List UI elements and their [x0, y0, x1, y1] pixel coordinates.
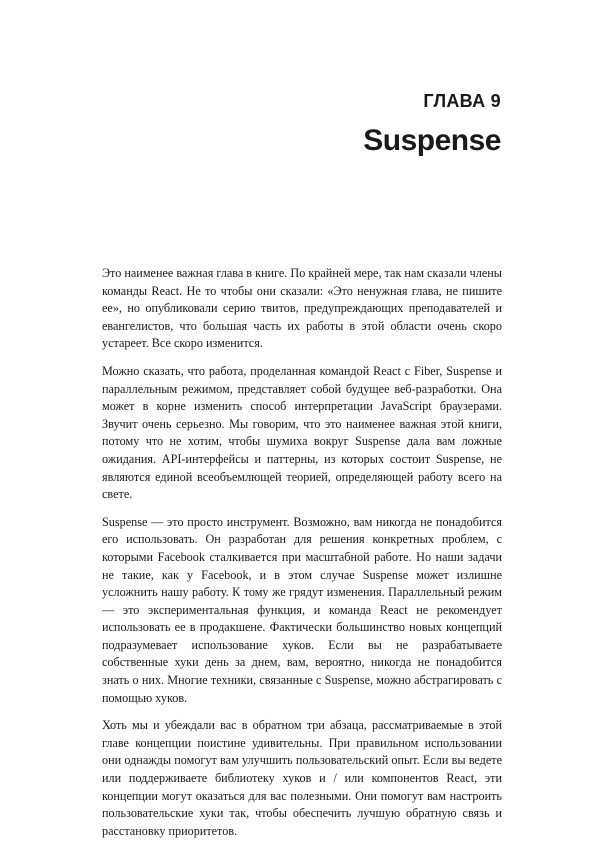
paragraph-2: Можно сказать, что работа, проделанная командой React с Fiber, Suspense и параллельным режимом, представляет собой будущее веб-разработки. Она может в корне изменить способ интерпретации JavaScript браузерами. Звучит очень серьезно. Мы говорим, что это наименее важная этой книги, потому что не хотим, чтобы шумиха вокруг Suspense дала вам ложные ожидания. API-интерфейсы и паттерны, из которых состоит Suspense, не являются единой всеобъемлющей теорией, определяющей работу всего на свете. [102, 363, 502, 502]
paragraph-1: Это наименее важная глава в книге. По крайней мере, так нам сказали члены команды React. Не то чтобы они сказали: «Это ненужная глава, не пишите ее», но опубликовали серию твитов, предупреждающих преподавателей и евангелистов, что большая часть их работы в этой области очень скоро устареет. Все скоро изменится. [102, 266, 502, 351]
chapter-title: Suspense [363, 124, 501, 157]
chapter-body [102, 265, 502, 850]
paragraph-4: Хоть мы и убеждали вас в обратном три абзаца, рассматриваемые в этой главе концепции поистине удивительны. При правильном использовании они однажды помогут вам улучшить пользовательский опыт. Если вы ведете или поддерживаете библиотеку хуков и / или компонентов React, эти концепции могут оказаться для вас полезными. Они помогут вам настроить пользовательские хуки так, чтобы обеспечить лучшую обратную связь и расстановку приоритетов. [102, 718, 502, 838]
chapter-label: ГЛАВА 9 [423, 91, 501, 111]
paragraph-3: Suspense — это просто инструмент. Возможно, вам никогда не понадобится его использовать. Он разработан для решения конкретных проблем, с которыми Facebook сталкивается при масштабной работе. Но наши задачи не такие, как у Facebook, и в этом случае Suspense может излишне усложнить нашу работу. К тому же грядут изменения. Параллельный режим — это экспериментальная функция, и команда React не рекомендует использовать ее в продакшене. Фактически большинство новых концепций подразумевает использование хуков. Если вы не разрабатываете собственные хуки день за днем, вам, вероятно, никогда не понадобится знать о них. Многие техники, связанные с Suspense, можно абстрагировать с помощью хуков. [102, 514, 502, 705]
